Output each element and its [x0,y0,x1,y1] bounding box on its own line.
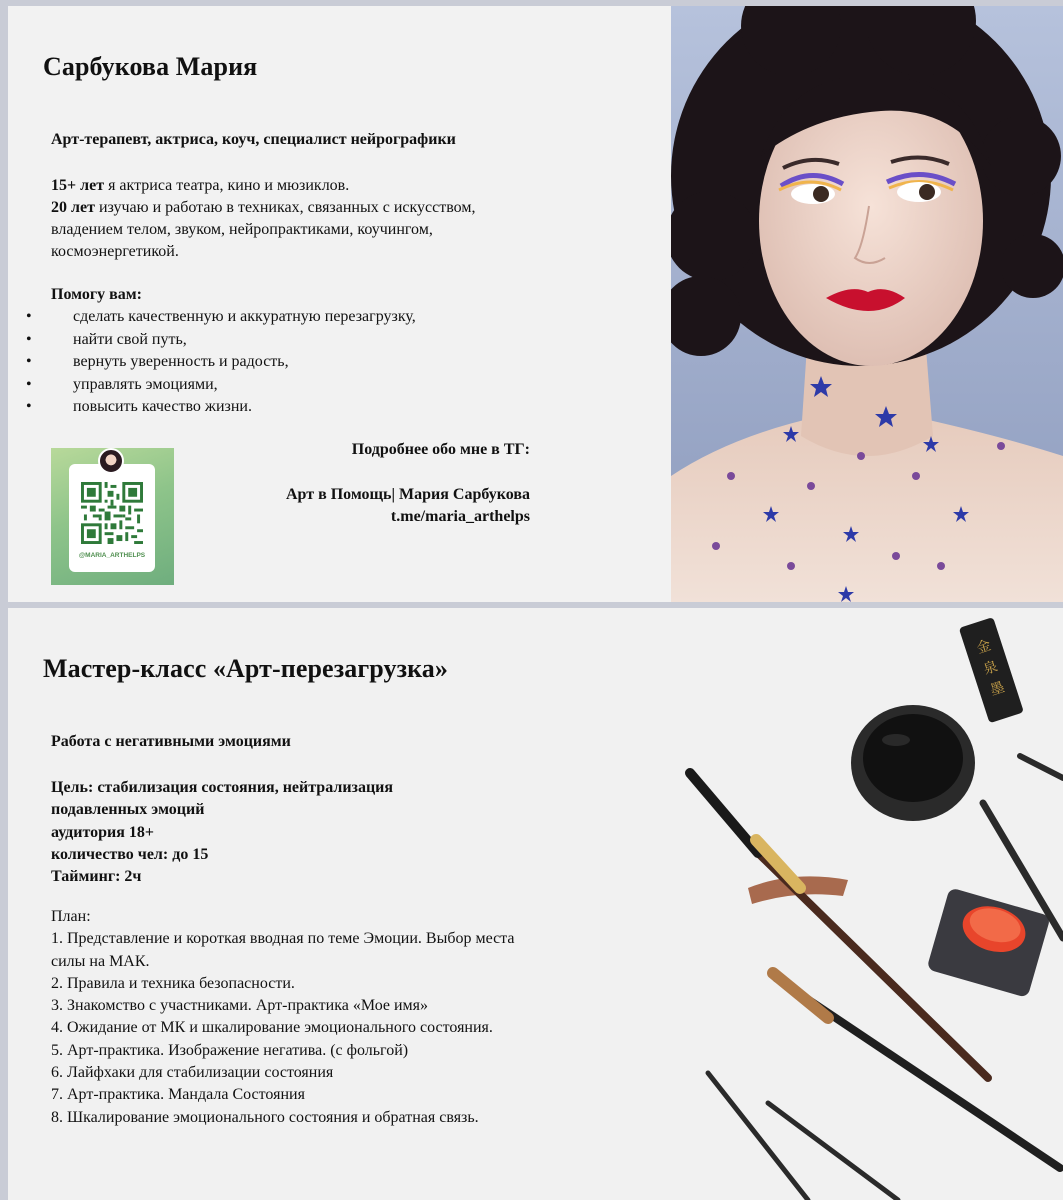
plan-item: 7. Арт-практика. Мандала Состояния [51,1086,305,1104]
experience-text [51,175,551,263]
plan-item: 8. Шкалирование эмоционального состояния и обратная связь. [51,1108,479,1126]
qr-code-icon [81,482,143,544]
goal-line: подавленных эмоций [51,801,205,819]
qr-card[interactable] [51,448,174,585]
experience-1-years: 15+ лет [51,177,105,194]
help-title: Помогу вам: [51,286,142,303]
experience-line-1 [51,175,551,197]
tg-label: Подробнее обо мне в ТГ: [351,441,530,458]
brushes-ink-illustration [628,608,1063,1200]
avatar [98,448,124,474]
plan-item: 5. Арт-практика. Изображение негатива. (с фольгой) [51,1041,409,1059]
tg-link[interactable]: t.me/maria_arthelps [390,508,530,525]
list-item [24,351,416,374]
svg-text:墨: 墨 [988,679,1007,699]
goal-line: аудитория 18+ [51,823,155,841]
goal-line: Тайминг: 2ч [51,868,142,886]
list-item [24,306,416,329]
workshop-title: Мастер-класс «Арт-перезагрузка» [43,654,449,683]
plan-title: План: [51,908,91,925]
help-item-text: повысить качество жизни. [73,398,252,415]
ink-stick-icon [959,617,1024,723]
goal-line: количество чел: до 15 [51,845,209,863]
qr-handle: @MARIA_ARTHELPS [78,552,146,559]
plan-item: 3. Знакомство с участниками. Арт-практика «Мое имя» [51,997,429,1015]
speaker-role: Арт-терапевт, актриса, коуч, специалист нейрографики [51,131,456,148]
speaker-name: Сарбукова Мария [43,52,258,81]
bullet: • [26,353,32,370]
profile-slide [8,6,1063,602]
plan-item: 2. Правила и техника безопасности. [51,974,295,992]
list-item [24,329,416,352]
bullet: • [26,308,32,325]
plan-item: 1. Представление и короткая вводная по теме Эмоции. Выбор места силы на МАК. [51,930,515,970]
plan-item: 6. Лайфхаки для стабилизации состояния [51,1064,334,1082]
experience-line-2 [51,197,551,263]
experience-2-text: изучаю и работаю в техниках, связанных с искусством, владением телом, звуком, нейропрактиками, коучингом, космоэнергетикой. [51,199,476,260]
plan-list [51,906,521,1129]
svg-text:金: 金 [974,637,994,658]
qr-inner [69,464,155,572]
help-item-text: сделать качественную и аккуратную перезагрузку, [73,308,416,325]
workshop-goals [51,777,393,888]
tg-channel: Арт в Помощь| Мария Сарбукова [285,486,530,503]
workshop-slide [8,608,1063,1200]
workshop-subtitle: Работа с негативными эмоциями [51,733,291,750]
help-item-text: найти свой путь, [73,330,187,348]
goal-line: Цель: стабилизация состояния, нейтрализация [51,779,394,796]
help-item-text: управлять эмоциями, [73,375,218,393]
help-item-text: вернуть уверенность и радость, [73,353,289,370]
svg-text:泉: 泉 [981,658,1000,679]
portrait-photo [671,6,1063,602]
help-list [24,306,416,419]
plan-item: 4. Ожидание от МК и шкалирование эмоционального состояния. [51,1019,493,1037]
experience-2-years: 20 лет [51,199,95,216]
bullet: • [26,330,32,348]
tg-info [286,484,530,528]
bullet: • [26,398,32,415]
list-item [24,396,416,419]
list-item [24,374,416,397]
experience-1-text: я актриса театра, кино и мюзиклов. [104,177,350,194]
bullet: • [26,375,32,393]
